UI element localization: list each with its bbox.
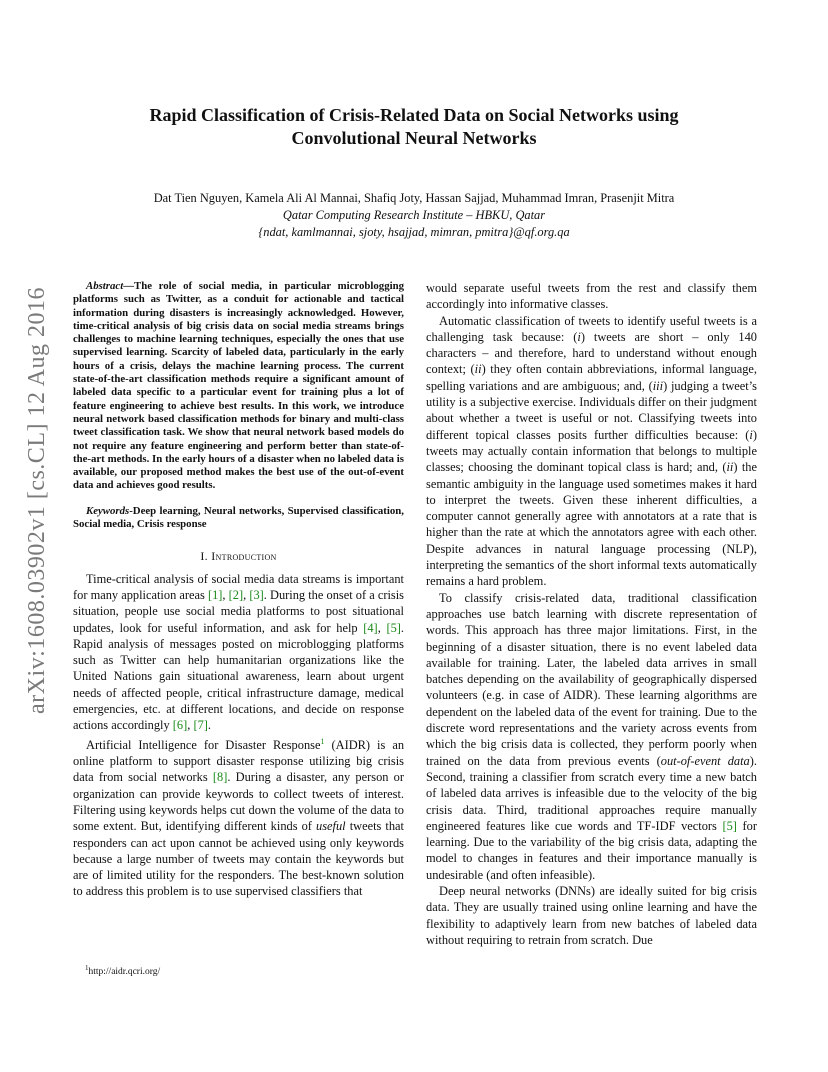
emphasis-text: ii [726, 460, 734, 475]
text-run: Time-critical analysis of social media data streams is important for many application areas [73, 571, 404, 602]
footnote-link[interactable]: 1 [320, 736, 325, 746]
text-run: , [243, 587, 250, 602]
text-run: ). Second, training a classifier from scratch every time a new batch of labeled data arrives is infeasible due to the velocity of the big crisis data. Third, traditional approaches require manually engineered features like cue words and TF-IDF vectors [426, 753, 757, 833]
text-run: for learning. Due to the variability of the big crisis data, adapting the model to changes in features and their importance manually is undesirable (and often infeasible). [426, 818, 757, 882]
text-run: . [207, 718, 211, 733]
text-run: ) tweets may actually contain information that belongs to multiple classes; choosing the dominant topical class is hard; and, ( [426, 427, 757, 475]
section-number: I. [200, 549, 208, 564]
citation-link[interactable]: [8] [212, 770, 228, 785]
author-block [80, 190, 748, 241]
abstract-text: —The role of social media, in particular microblogging platforms such as Twitter, as a conduit for actionable and tactical information during disasters is increasingly acknowledged. However, time-critical analysis of big crisis data on social media streams brings challenges to machine learning techniques, especially the ones that use supervised learning. Scarcity of labeled data, particularly in the early hours of a crisis, delays the machine learning process. The current state-of-the-art classification methods require a significant amount of labeled data specific to a particular event for training plus a lot of feature engineering to achieve best results. In this work, we introduce neural network based classification methods for binary and multi-class tweet classification task. We show that neural network based models do not require any feature engineering and perform better than state-of-the-art methods. In the early hours of a disaster when no labeled data is available, our proposed method makes the best use of the out-of-event data and achieves good results. [73, 280, 404, 492]
intro-paragraph-1 [73, 571, 404, 734]
citation-link[interactable]: [3] [249, 587, 264, 602]
emphasis-text: useful [316, 819, 346, 834]
text-run: . Rapid analysis of messages posted on microblogging platforms such as Twitter can help humanitarian organizations like the United Nations gain situational awareness, learn about urgent needs of affected people, critical infrastructure damage, medical emergencies, etc. at different locations, and decide on response actions accordingly [73, 620, 404, 733]
text-run: ) they often contain abbreviations, informal language, spelling variations and are ambiguous; and, ( [426, 362, 758, 393]
author-affiliation: Qatar Computing Research Institute – HBKU, Qatar [282, 208, 546, 222]
citation-link[interactable]: [7] [193, 718, 208, 733]
citation-link[interactable]: [2] [228, 587, 244, 602]
emphasis-text: i [577, 329, 581, 344]
arxiv-margin-stamp [22, 280, 52, 720]
section-heading [73, 548, 404, 564]
arxiv-stamp-text: arXiv:1608.03902v1 [cs.CL] 12 Aug 2016 [23, 286, 50, 714]
section-title: Introduction [211, 549, 277, 564]
text-run: ) judging a tweet’s utility is a subjective exercise. Individuals differ on their judgment about whether a tweet is useful or not. Classifying tweets into different topical classes posits further difficulties because: ( [426, 378, 757, 442]
text-run: . During a disaster, any person or organization can provide keywords to collect tweets of interest. Filtering using keywords helps cut down the volume of the data to some extent. But, identifying different kinds of [73, 770, 404, 834]
footnote-url[interactable]: http://aidr.qcri.org/ [88, 967, 161, 978]
intro-paragraph-2 [73, 734, 404, 900]
right-column [426, 280, 757, 948]
keywords [73, 505, 404, 532]
text-run: (AIDR) is an online platform to support disaster response utilizing big crisis data from social networks [73, 737, 405, 785]
text-run: , [187, 718, 194, 733]
left-column [73, 280, 404, 900]
text-run: tweets that responders can act upon cannot be achieved using only keywords because a large number of tweets may contain the keywords but are of limited utility for the responders. The best-known solution to address this problem is to use supervised classifiers that [73, 819, 405, 899]
footnote-mark: 1 [85, 964, 89, 972]
text-run: ) the semantic ambiguity in the language used sometimes makes it hard to interpret the tweets. Given these inherent difficulties, a computer cannot generally agree with annotators at a rate that is higher than the rate at which the annotators agree with each other. Despite advances in natural language processing (NLP), interpreting the semantics of the short informal texts automatically remains a hard problem. [426, 460, 757, 589]
text-run: , [377, 620, 387, 635]
author-emails: {ndat, kamlmannai, sjoty, hsajjad, mimran, pmitra}@qf.org.qa [258, 225, 570, 239]
text-run: . During the onset of a crisis situation, people use social media platforms to post situational updates, look for useful information, and ask for help [73, 587, 404, 635]
author-names: Dat Tien Nguyen, Kamela Ali Al Mannai, Shafiq Joty, Hassan Sajjad, Muhammad Imran, Prasenjit Mitra [153, 191, 675, 205]
right-paragraph-3 [426, 590, 757, 883]
emphasis-text: i [749, 427, 753, 442]
paper-title [90, 104, 738, 150]
abstract [73, 280, 404, 493]
emphasis-text: iii [652, 378, 664, 393]
text-run: , [222, 587, 229, 602]
title-line-2: Convolutional Neural Networks [291, 128, 537, 148]
citation-link[interactable]: [6] [172, 718, 188, 733]
right-paragraph-2 [426, 313, 757, 590]
title-line-1: Rapid Classification of Crisis-Related Data on Social Networks using [149, 105, 679, 125]
emphasis-text: ii [474, 362, 482, 377]
citation-link[interactable]: [4] [363, 620, 378, 635]
citation-link[interactable]: [5] [722, 818, 737, 833]
emphasis-text: out-of-event data [660, 753, 750, 768]
keywords-text: -Deep learning, Neural networks, Supervised classification, Social media, Crisis response [73, 504, 404, 531]
right-paragraph-4: Deep neural networks (DNNs) are ideally suited for big crisis data. They are usually trained using online learning and have the flexibility to adaptively learn from new batches of labeled data without requiring to retrain from scratch. Due [426, 883, 757, 947]
keywords-lead: Keywords [86, 504, 130, 517]
citation-link[interactable]: [5] [386, 620, 401, 635]
right-paragraph-1: would separate useful tweets from the rest and classify them accordingly into informative classes. [426, 281, 757, 312]
footnote [85, 964, 160, 977]
citation-link[interactable]: [1] [207, 587, 223, 602]
text-run: ) tweets are short – only 140 characters – and therefore, hard to understand without enough context; ( [426, 329, 757, 377]
abstract-lead: Abstract [86, 280, 124, 292]
text-run: To classify crisis-related data, traditional classification approaches use batch learning with discrete representation of words. This approach has three major limitations. First, in the beginning of a disaster situation, there is no event labeled data available for training. Later, the labeled data arrives in small batches depending on the availability of geographically dispersed volunteers (e.g. in case of AIDR). These learning algorithms are dependent on the labeled data of the event for training. Due to the discrete word representations and the variety across events from which the big crisis data is collected, they perform poorly when trained on the data from previous events ( [426, 590, 757, 768]
text-run: Artificial Intelligence for Disaster Response [86, 737, 321, 752]
text-run: Automatic classification of tweets to identify useful tweets is a challenging task because: ( [426, 313, 757, 344]
